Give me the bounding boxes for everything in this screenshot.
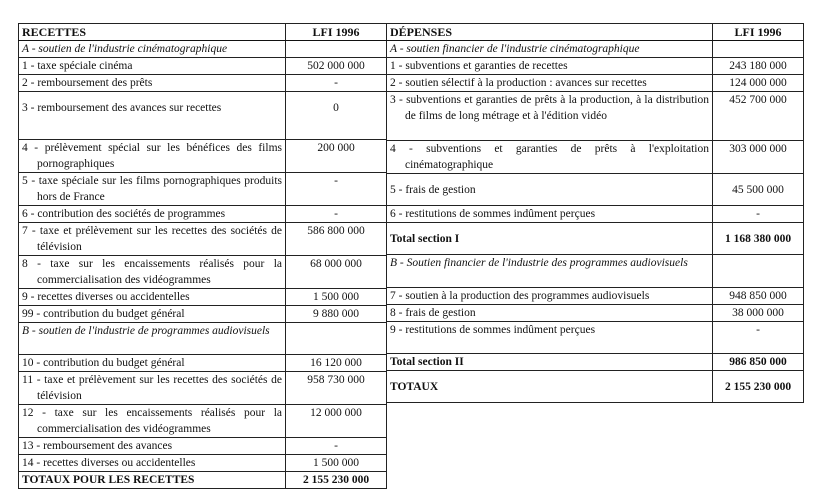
table-row <box>387 206 804 223</box>
row-label: 2 - soutien sélectif à la production : avances sur recettes <box>387 75 713 92</box>
row-label: 1 - subventions et garanties de recettes <box>387 58 713 75</box>
row-label: 8 - taxe sur les encaissements réalisés pour la commercialisation des vidéogrammes <box>19 256 286 289</box>
section-row <box>19 323 387 355</box>
row-value <box>713 41 804 58</box>
table-header <box>387 24 804 41</box>
row-value: 986 850 000 <box>713 354 804 371</box>
row-value: 452 700 000 <box>713 92 804 141</box>
row-value: 958 730 000 <box>286 372 387 405</box>
row-label: 7 - taxe et prélèvement sur les recettes des sociétés de télévision <box>19 223 286 256</box>
total-row <box>387 371 804 403</box>
table-row <box>19 223 387 256</box>
row-value: 2 155 230 000 <box>713 371 804 403</box>
table-row <box>387 305 804 322</box>
table-row <box>19 405 387 438</box>
table-row <box>19 372 387 405</box>
row-value: 2 155 230 000 <box>286 472 387 489</box>
row-label: 14 - recettes diverses ou accidentelles <box>19 455 286 472</box>
row-value: 68 000 000 <box>286 256 387 289</box>
row-label: 3 - subventions et garanties de prêts à la production, à la distribution de films de long métrage et à l'édition vidéo <box>387 92 713 141</box>
row-value: 502 000 000 <box>286 58 387 75</box>
depenses-table <box>386 23 804 403</box>
table-row <box>387 322 804 354</box>
table-row <box>19 256 387 289</box>
row-value: 9 880 000 <box>286 306 387 323</box>
row-label: 9 - restitutions de sommes indûment perçues <box>387 322 713 354</box>
row-value <box>286 41 387 58</box>
row-value: 124 000 000 <box>713 75 804 92</box>
table-row <box>19 455 387 472</box>
row-label: B - Soutien financier de l'industrie des programmes audiovisuels <box>387 255 713 288</box>
row-value: - <box>286 173 387 206</box>
row-value: - <box>713 322 804 354</box>
row-value: 586 800 000 <box>286 223 387 256</box>
table-row <box>19 92 387 140</box>
row-label: 3 - remboursement des avances sur recettes <box>19 92 286 140</box>
row-value: 0 <box>286 92 387 140</box>
row-label: 11 - taxe et prélèvement sur les recettes des sociétés de télévision <box>19 372 286 405</box>
table-row <box>387 75 804 92</box>
row-label: 5 - taxe spéciale sur les films pornographiques produits hors de France <box>19 173 286 206</box>
row-label: 9 - recettes diverses ou accidentelles <box>19 289 286 306</box>
table-row <box>387 288 804 305</box>
row-label: B - soutien de l'industrie de programmes audiovisuels <box>19 323 286 355</box>
row-label: 7 - soutien à la production des programmes audiovisuels <box>387 288 713 305</box>
row-label: 6 - contribution des sociétés de programmes <box>19 206 286 223</box>
row-label: 10 - contribution du budget général <box>19 355 286 372</box>
row-value: 243 180 000 <box>713 58 804 75</box>
row-label: TOTAUX <box>387 371 713 403</box>
row-value: 16 120 000 <box>286 355 387 372</box>
header-label: DÉPENSES <box>387 24 713 41</box>
row-value: 200 000 <box>286 140 387 173</box>
row-value: 1 500 000 <box>286 289 387 306</box>
total-row <box>387 223 804 255</box>
row-value: - <box>286 438 387 455</box>
table-row <box>387 141 804 174</box>
recettes-table <box>18 23 387 489</box>
table-row <box>387 174 804 206</box>
table-row <box>19 438 387 455</box>
header-year: LFI 1996 <box>713 24 804 41</box>
row-value <box>713 255 804 288</box>
row-value: - <box>286 75 387 92</box>
row-label: Total section II <box>387 354 713 371</box>
row-value <box>286 323 387 355</box>
total-row <box>19 472 387 489</box>
table-row <box>19 140 387 173</box>
table-row <box>387 58 804 75</box>
row-value: 12 000 000 <box>286 405 387 438</box>
row-label: A - soutien de l'industrie cinématographique <box>19 41 286 58</box>
row-label: 99 - contribution du budget général <box>19 306 286 323</box>
row-label: 1 - taxe spéciale cinéma <box>19 58 286 75</box>
row-label: 13 - remboursement des avances <box>19 438 286 455</box>
table-row <box>19 355 387 372</box>
table-row <box>19 173 387 206</box>
row-value: 1 500 000 <box>286 455 387 472</box>
row-value: 1 168 380 000 <box>713 223 804 255</box>
table-row <box>387 92 804 141</box>
section-row <box>387 41 804 58</box>
header-label: RECETTES <box>19 24 286 41</box>
row-label: A - soutien financier de l'industrie cinématographique <box>387 41 713 58</box>
row-label: 5 - frais de gestion <box>387 174 713 206</box>
table-row <box>19 289 387 306</box>
row-label: TOTAUX POUR LES RECETTES <box>19 472 286 489</box>
row-label: 6 - restitutions de sommes indûment perçues <box>387 206 713 223</box>
table-header <box>19 24 387 41</box>
row-value: 948 850 000 <box>713 288 804 305</box>
table-row <box>19 306 387 323</box>
row-label: 8 - frais de gestion <box>387 305 713 322</box>
row-value: 38 000 000 <box>713 305 804 322</box>
row-label: 12 - taxe sur les encaissements réalisés pour la commercialisation des vidéogrammes <box>19 405 286 438</box>
section-row <box>387 255 804 288</box>
row-value: 45 500 000 <box>713 174 804 206</box>
table-row <box>19 206 387 223</box>
row-label: 2 - remboursement des prêts <box>19 75 286 92</box>
row-value: 303 000 000 <box>713 141 804 174</box>
row-label: 4 - subventions et garanties de prêts à l'exploitation cinématographique <box>387 141 713 174</box>
table-row <box>19 58 387 75</box>
row-value: - <box>713 206 804 223</box>
section-row <box>19 41 387 58</box>
table-row <box>19 75 387 92</box>
total-row <box>387 354 804 371</box>
row-value: - <box>286 206 387 223</box>
header-year: LFI 1996 <box>286 24 387 41</box>
row-label: Total section I <box>387 223 713 255</box>
row-label: 4 - prélèvement spécial sur les bénéfices des films pornographiques <box>19 140 286 173</box>
